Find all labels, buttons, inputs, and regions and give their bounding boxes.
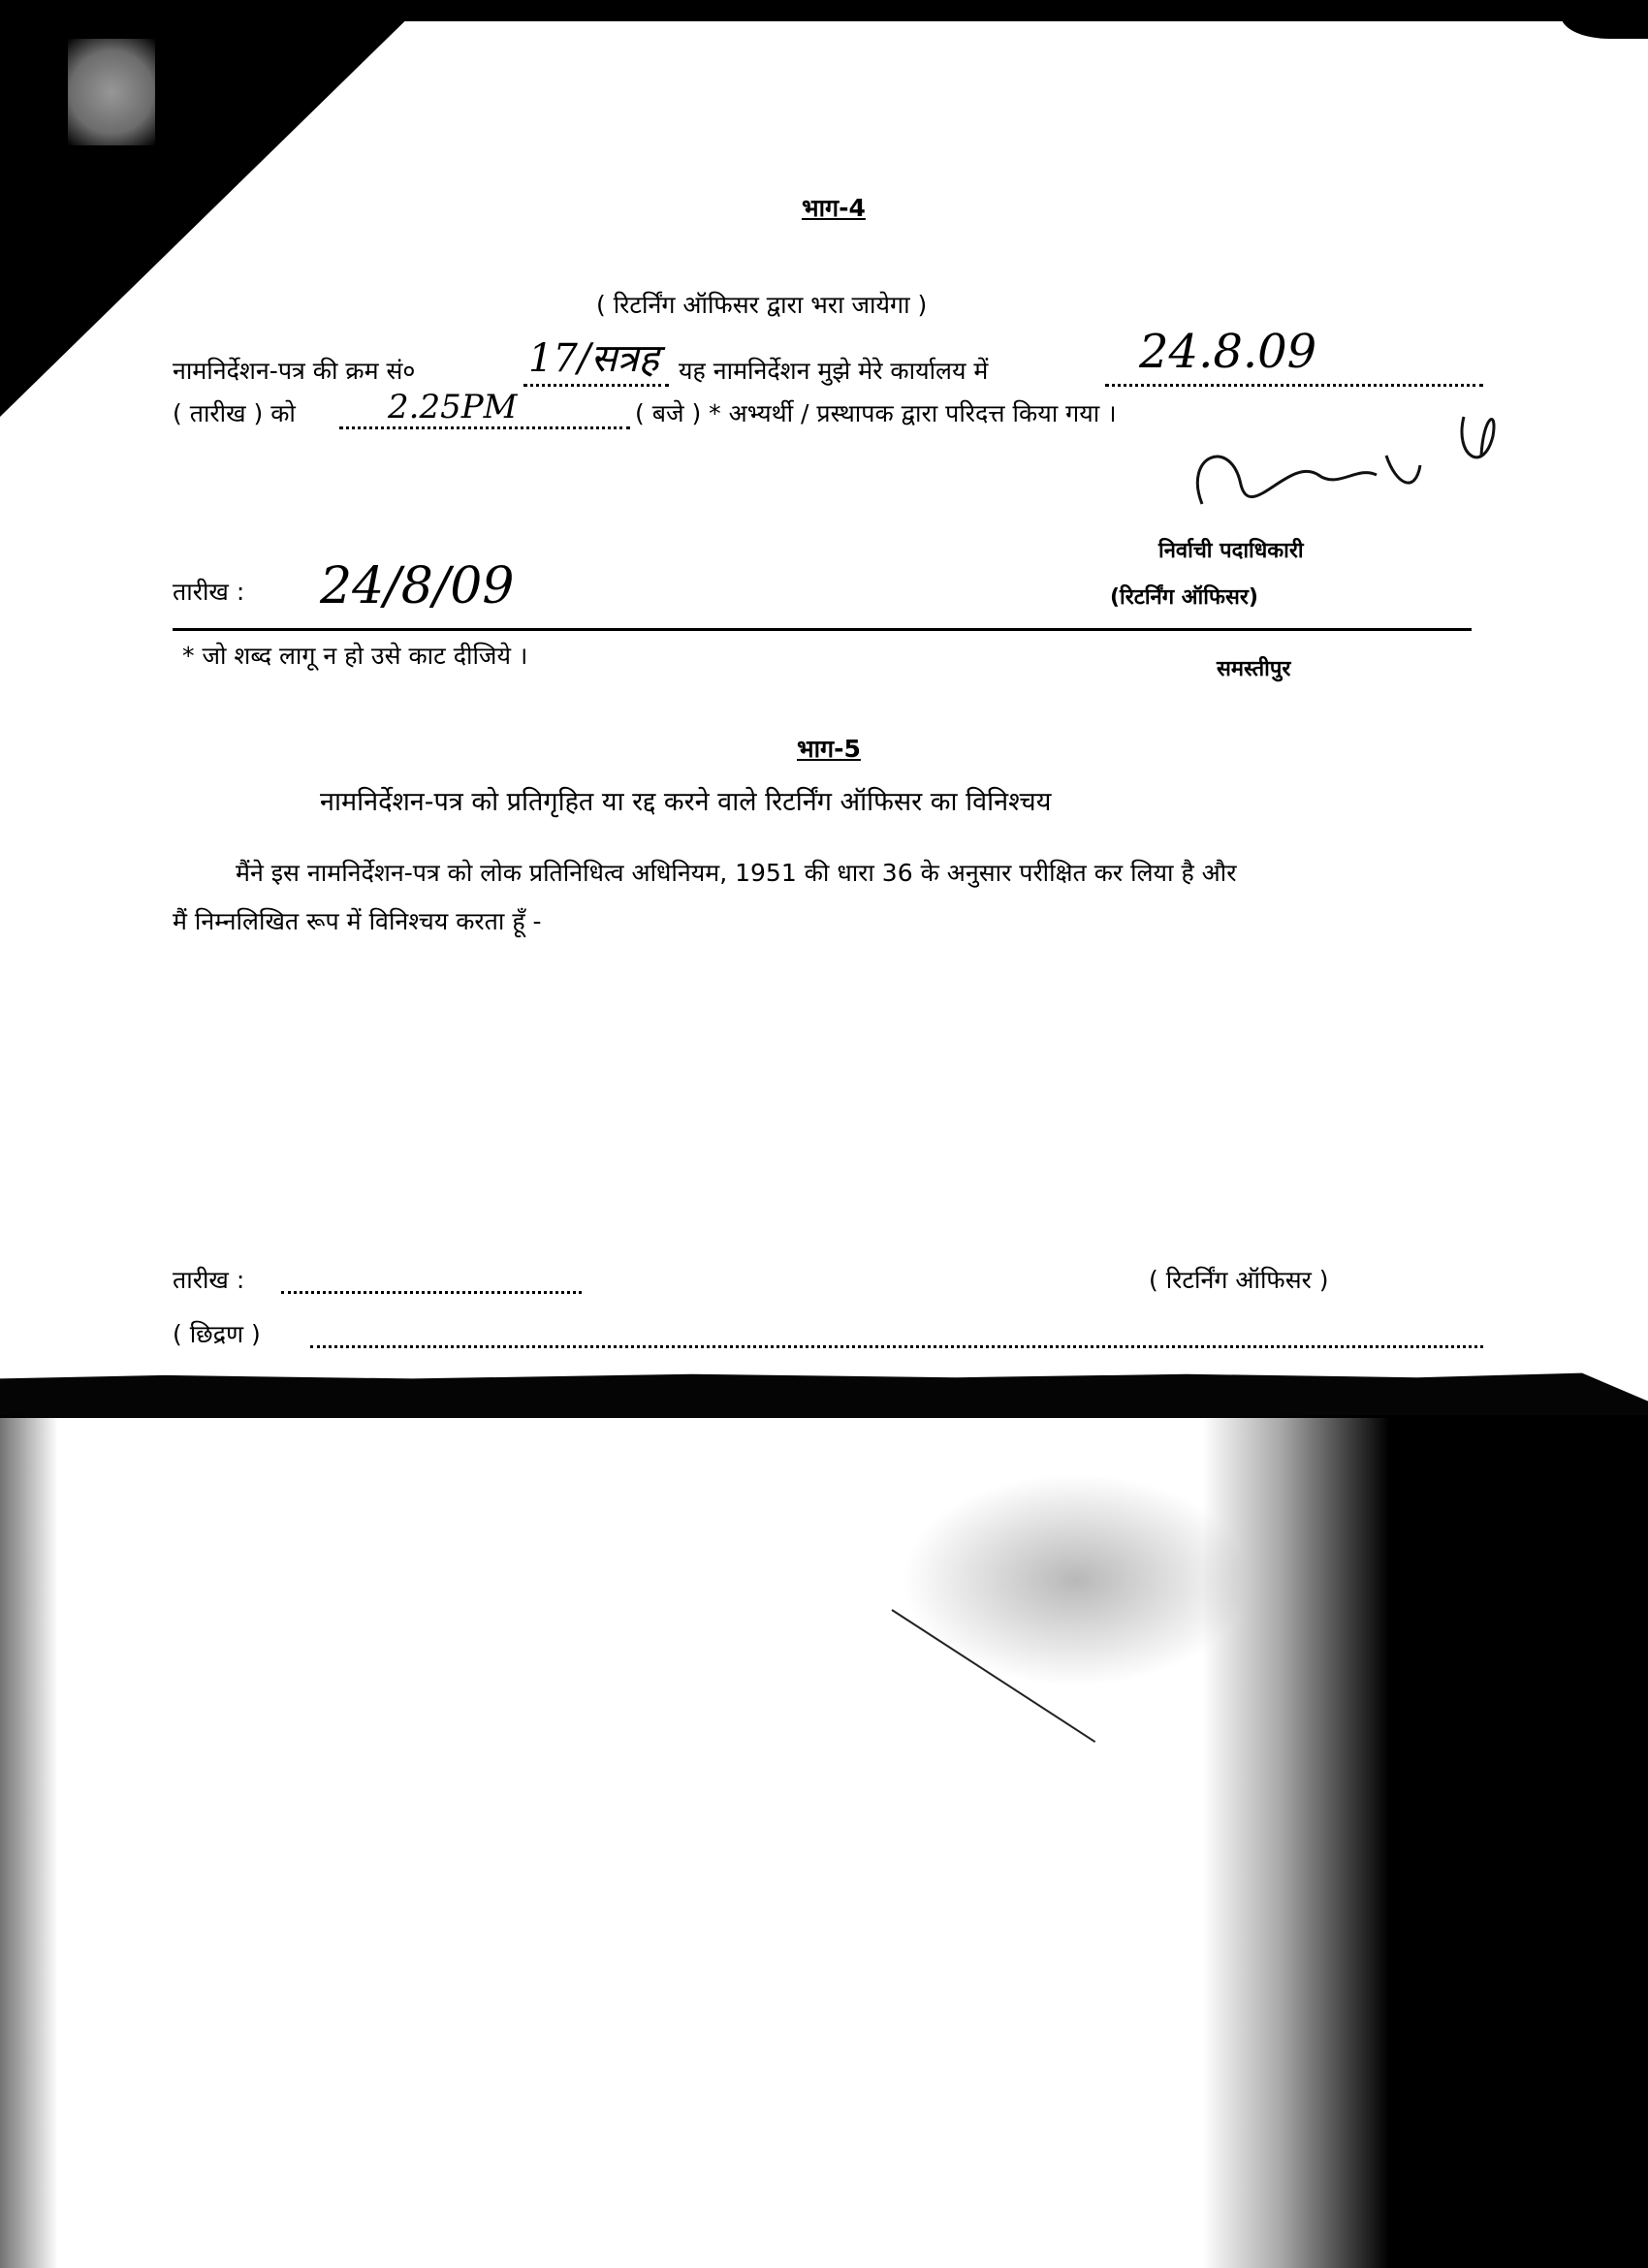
part4-rule [173, 628, 1472, 631]
part5-para-line1: मैंने इस नामनिर्देशन-पत्र को लोक प्रतिनिधित्व अधिनियम, 1951 की धारा 36 के अनुसार परीक्षित कर लिया है और [236, 859, 1237, 887]
scan-shadow-right [1202, 1415, 1648, 2268]
scan-noise [902, 1473, 1251, 1686]
stamp-line-3: समस्तीपुर [1217, 657, 1291, 681]
stamp-line-1: निर्वाची पदाधिकारी [1158, 539, 1304, 563]
part4-line2-b: ( बजे ) * अभ्यर्थी / प्रस्थापक द्वारा परिदत्त किया गया । [635, 399, 1117, 427]
part5-heading: भाग-5 [797, 735, 861, 763]
signature-mark [1173, 397, 1541, 562]
part5-officer-label: ( रिटर्निंग ऑफिसर ) [1149, 1266, 1329, 1294]
scan-tear-edge [0, 1362, 1648, 1418]
date-handwritten: 24.8.09 [1139, 325, 1317, 379]
part4-date-value: 24/8/09 [320, 557, 515, 615]
part4-heading: भाग-4 [802, 194, 866, 222]
part4-date-label: तारीख : [173, 578, 245, 606]
part5-seal-label: ( छिद्रण ) [173, 1320, 261, 1348]
part4-line1-a: नामनिर्देशन-पत्र की क्रम सं० [173, 357, 416, 385]
part5-para-line2: मैं निम्नलिखित रूप में विनिश्चय करता हूँ - [173, 907, 542, 935]
scan-shadow-left [0, 1415, 58, 2268]
part5-seal-dots [310, 1339, 1483, 1348]
date-dots [1105, 378, 1483, 387]
scan-shadow-corner [0, 0, 427, 417]
part5-title: नामनिर्देशन-पत्र को प्रतिगृहित या रद्द करने वाले रिटर्निंग ऑफिसर का विनिश्चय [320, 787, 1052, 817]
time-handwritten: 2.25PM [388, 388, 518, 426]
part5-date-label: तारीख : [173, 1266, 245, 1294]
page-curl [1561, 0, 1648, 39]
part4-line1-b: यह नामनिर्देशन मुझे मेरे कार्यालय में [679, 357, 989, 385]
footnote: * जो शब्द लागू न हो उसे काट दीजिये । [182, 642, 528, 670]
part4-line2-a: ( तारीख ) को [173, 399, 296, 427]
serial-handwritten: 17/सत्रह [528, 336, 659, 381]
stamp-line-2: (रिटर्निंग ऑफिसर) [1110, 585, 1258, 610]
part4-subheading: ( रिटर्निंग ऑफिसर द्वारा भरा जायेगा ) [596, 291, 928, 319]
scan-grain [68, 39, 155, 145]
part5-date-dots [281, 1285, 582, 1294]
